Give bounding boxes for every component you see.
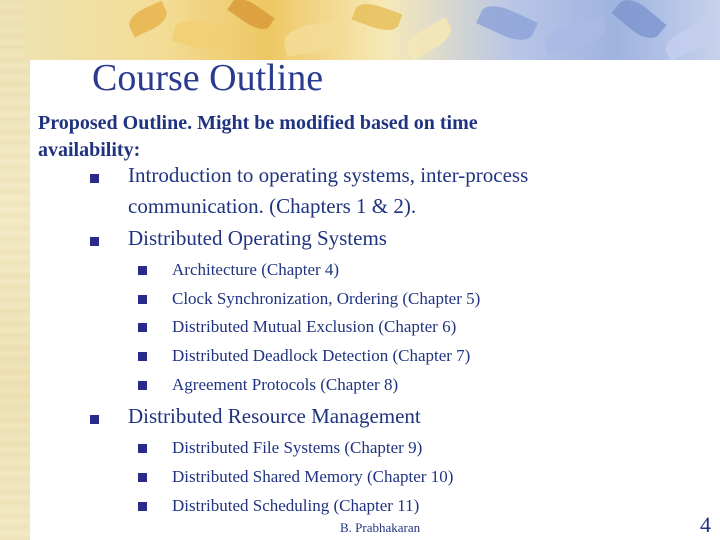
square-bullet-icon [138,502,147,511]
square-bullet-icon [138,381,147,390]
outline-subitem: Distributed Scheduling (Chapter 11) [172,496,420,515]
page-number: 4 [700,512,711,537]
outline-item: Distributed Operating Systems [128,226,387,250]
outline-subitem: Distributed Deadlock Detection (Chapter 7) [172,346,471,365]
square-bullet-icon [138,352,147,361]
outline-subitem: Clock Synchronization, Ordering (Chapter 5) [172,289,481,308]
footer-author: B. Prabhakaran [340,520,421,535]
outline-item: Distributed Resource Management [128,404,421,428]
intro-text: Proposed Outline. Might be modified based on time availability: [38,112,478,161]
outline-subitem: Distributed Mutual Exclusion (Chapter 6) [172,317,457,336]
square-bullet-icon [138,444,147,453]
outline-subitem: Architecture (Chapter 4) [172,260,340,279]
square-bullet-icon [138,266,147,275]
outline-subitem: Distributed Shared Memory (Chapter 10) [172,467,454,486]
outline-subitem: Distributed File Systems (Chapter 9) [172,438,423,457]
outline-item-continuation: communication. (Chapters 1 & 2). [128,194,417,218]
square-bullet-icon [138,295,147,304]
square-bullet-icon [90,415,99,424]
square-bullet-icon [138,473,147,482]
square-bullet-icon [138,323,147,332]
square-bullet-icon [90,174,99,183]
outline-item: Introduction to operating systems, inter-process [128,163,529,187]
square-bullet-icon [90,237,99,246]
slide-title: Course Outline [92,57,324,99]
outline-subitem: Agreement Protocols (Chapter 8) [172,375,399,394]
